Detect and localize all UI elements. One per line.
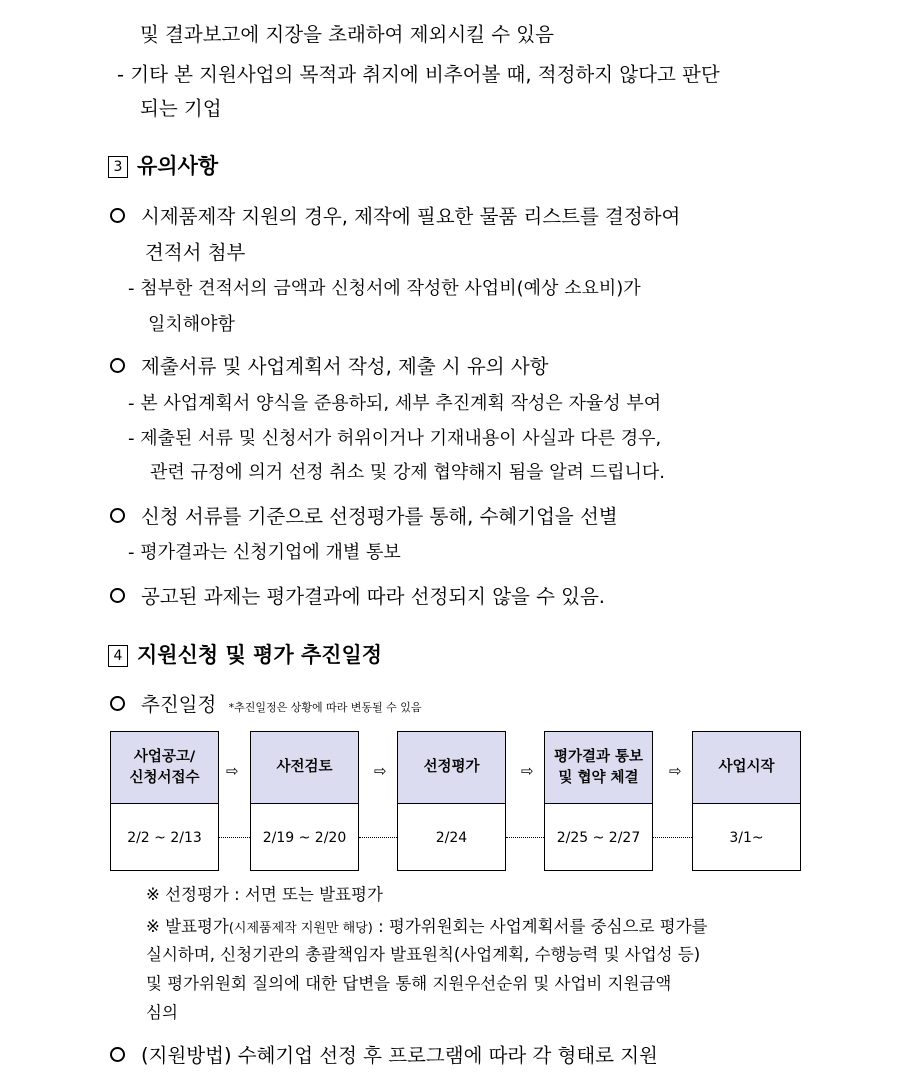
stage-date: 2/25 ~ 2/27 bbox=[556, 829, 641, 846]
continuation-line: 및 결과보고에 지장을 초래하여 제외시킬 수 있음 bbox=[140, 23, 554, 46]
circle-bullet-icon bbox=[110, 696, 125, 711]
section-title: 유의사항 bbox=[137, 154, 219, 178]
stage-name: 사전검토 bbox=[251, 732, 358, 804]
schedule-stage bbox=[110, 731, 219, 871]
circle-bullet-icon bbox=[110, 508, 125, 523]
bullet-text-cont: 견적서 첨부 bbox=[145, 241, 246, 264]
schedule-note: *추진일정은 상황에 따라 변동될 수 있음 bbox=[228, 701, 422, 714]
sub-item: - 제출된 서류 및 신청서가 허위이거나 기재내용이 사실과 다른 경우, bbox=[128, 428, 662, 449]
circle-bullet-icon bbox=[110, 1047, 125, 1062]
sub-item: - 첨부한 견적서의 금액과 신청서에 작성한 사업비(예상 소요비)가 bbox=[128, 278, 641, 299]
circle-bullet-icon bbox=[110, 208, 125, 223]
note-line: 실시하며, 신청기관의 총괄책임자 발표원칙(사업계획, 수행능력 및 사업성 등) bbox=[146, 945, 701, 964]
section-3-heading bbox=[108, 153, 218, 180]
arrow-right-icon: ⇨ bbox=[374, 762, 387, 780]
bullet-item bbox=[110, 354, 549, 380]
eligibility-item-cont: 되는 기업 bbox=[140, 97, 222, 120]
circle-bullet-icon bbox=[110, 358, 125, 373]
bullet-item bbox=[110, 1043, 658, 1069]
bullet-item bbox=[110, 584, 605, 610]
dotted-connector bbox=[359, 837, 397, 838]
sub-item-cont: 관련 규정에 의거 선정 취소 및 강제 협약해지 됨을 알려 드립니다. bbox=[150, 462, 666, 483]
stage-name: 사업공고/ 신청서접수 bbox=[111, 732, 218, 804]
stage-name: 사업시작 bbox=[693, 732, 800, 804]
arrow-right-icon: ⇨ bbox=[669, 762, 682, 780]
note-line: 및 평가위원회 질의에 대한 답변을 통해 지원우선순위 및 사업비 지원금액 bbox=[146, 974, 672, 993]
schedule-stage bbox=[692, 731, 801, 871]
stage-date: 3/1~ bbox=[729, 829, 764, 846]
eligibility-item: - 기타 본 지원사업의 목적과 취지에 비추어볼 때, 적정하지 않다고 판단 bbox=[117, 63, 720, 86]
bullet-text: 시제품제작 지원의 경우, 제작에 필요한 물품 리스트를 결정하여 bbox=[141, 205, 681, 228]
bullet-text: 제출서류 및 사업계획서 작성, 제출 시 유의 사항 bbox=[141, 355, 549, 378]
bullet-text: 공고된 과제는 평가결과에 따라 선정되지 않을 수 있음. bbox=[141, 585, 606, 608]
note-text: ※ 발표평가 bbox=[146, 917, 229, 936]
section-number-box: 3 bbox=[108, 156, 128, 178]
sub-item-cont: 일치해야함 bbox=[148, 314, 235, 335]
dotted-connector bbox=[506, 837, 544, 838]
dotted-connector bbox=[219, 837, 250, 838]
note-qualifier: (시제품제작 지원만 해당) bbox=[228, 921, 373, 936]
stage-date: 2/19 ~ 2/20 bbox=[262, 829, 347, 846]
bullet-text: 신청 서류를 기준으로 선정평가를 통해, 수혜기업을 선별 bbox=[141, 505, 618, 528]
dotted-connector bbox=[653, 837, 692, 838]
bullet-item bbox=[110, 204, 680, 230]
schedule-stage bbox=[544, 731, 653, 871]
schedule-label: 추진일정 bbox=[141, 693, 217, 716]
arrow-right-icon: ⇨ bbox=[521, 762, 534, 780]
note-line: ※ 선정평가 : 서면 또는 발표평가 bbox=[146, 885, 383, 904]
stage-name: 선정평가 bbox=[398, 732, 505, 804]
schedule-label-row bbox=[110, 692, 422, 721]
schedule-stage bbox=[397, 731, 506, 871]
circle-bullet-icon bbox=[110, 588, 125, 603]
schedule-stage bbox=[250, 731, 359, 871]
stage-name: 평가결과 통보 및 협약 체결 bbox=[545, 732, 652, 804]
sub-item: - 평가결과는 신청기업에 개별 통보 bbox=[128, 542, 401, 563]
section-4-heading bbox=[108, 642, 382, 669]
sub-item: - 본 사업계획서 양식을 준용하되, 세부 추진계획 작성은 자율성 부여 bbox=[128, 393, 662, 414]
section-title: 지원신청 및 평가 추진일정 bbox=[137, 643, 383, 667]
stage-date: 2/2 ~ 2/13 bbox=[127, 829, 202, 846]
arrow-right-icon: ⇨ bbox=[226, 762, 239, 780]
note-line: 심의 bbox=[146, 1003, 178, 1022]
bullet-item bbox=[110, 504, 618, 530]
note-text: : 평가위원회는 사업계획서를 중심으로 평가를 bbox=[372, 917, 708, 936]
section-number-box: 4 bbox=[108, 645, 128, 667]
bullet-text: (지원방법) 수혜기업 선정 후 프로그램에 따라 각 형태로 지원 bbox=[141, 1044, 658, 1067]
note-line bbox=[146, 914, 707, 942]
stage-date: 2/24 bbox=[435, 829, 468, 846]
